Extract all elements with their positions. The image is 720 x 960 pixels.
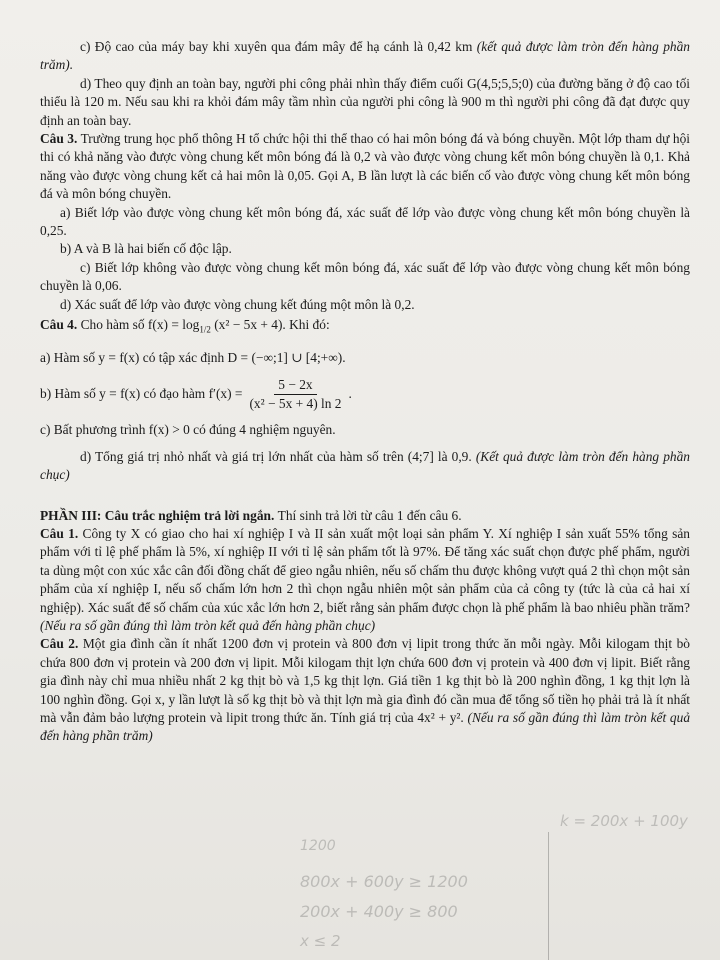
- q4-label: Câu 4.: [40, 317, 78, 333]
- pencil-note-1200: 1200: [300, 838, 336, 854]
- pencil-note-protein: 800x + 600y ≥ 1200: [300, 872, 468, 891]
- pencil-note-limit: x ≤ 2: [300, 932, 341, 950]
- q4-option-b: b) Hàm số y = f(x) có đạo hàm f′(x) = $\frac{5 - 2x}{\text{(x² − 5x + 4) ln 2}}$ .: [40, 376, 690, 414]
- part3-title: PHẦN III: Câu trắc nghiệm trả lời ngắn.: [40, 507, 275, 523]
- q2-option-d: d) Theo quy định an toàn bay, người phi công phải nhìn thấy điểm cuối G(4,5;5,5;0) của đường băng ở độ cao tối thiểu là 120 m. Nếu sau khi ra khỏi đám mây tầm nhìn của người phi công là 900 m thì người phi công đã đạt được quy định an toàn bay.: [40, 75, 690, 128]
- fraction-denominator: (x² − 5x + 4) ln 2: [249, 395, 342, 411]
- q2-option-c-note: (kết quả được làm tròn đến hàng phần trăm).: [40, 39, 690, 73]
- exam-content: [40, 38, 690, 746]
- pencil-note-objective: k = 200x + 100y: [560, 812, 688, 830]
- fraction-numerator: 5 − 2x: [274, 376, 316, 395]
- q4-option-d: d) Tổng giá trị nhỏ nhất và giá trị lớn nhất của hàm số trên (4;7] là 0,9. (Kết quả được làm tròn đến hàng phần chục): [40, 448, 691, 483]
- q3-option-a: a) Biết lớp vào được vòng chung kết môn bóng đá, xác suất để lớp vào được vòng chung kết môn bóng chuyền là 0,25.: [40, 204, 690, 239]
- p3-q1: Câu 1. Công ty X có giao cho hai xí nghiệp I và II sản xuất một loại sản phẩm Y. Xí nghiệp I sản xuất 55% tổng sản phẩm với tỉ lệ phế phẩm là 5%, xí nghiệp II với tỉ lệ sản phẩm tốt là 97%. Để tăng xác suất chọn được phế phẩm, người ta dùng một con xúc xắc cân đối đồng chất để gieo ngẫu nhiên, nếu số chấm thu được không vượt quá 2 thì chọn một sản phẩm của xí nghiệp I, nếu số chấm lớn hơn 2 thì chọn ngẫu nhiên một sản phẩm của cả công ty (tức là của cả hai xí nghiệp). Xác suất để số chấm của xúc xắc lớn hơn 2, biết rằng sản phẩm được chọn là phế phẩm là bao nhiêu phần trăm? (Nếu ra số gần đúng thì làm tròn kết quả đến hàng phần chục): [40, 526, 690, 634]
- q4-stem: Câu 4. Cho hàm số $f(x) = \log_{1/2} (x^2 - 5x + 4)$. Khi đó:: [40, 317, 330, 335]
- p3-q2-note: (Nếu ra số gần đúng thì làm tròn kết quả đến hàng phần trăm): [40, 710, 691, 744]
- q4-option-a: a) Hàm số y = f(x) có tập xác định D = (−∞;1] ∪ [4;+∞).: [40, 350, 346, 366]
- pencil-margin-line: [548, 832, 549, 960]
- part3-instruction: Thí sinh trả lời từ câu 1 đến câu 6.: [277, 507, 462, 523]
- p3-q2-label: Câu 2.: [40, 636, 79, 652]
- q2-option-c: c) Độ cao của máy bay khi xuyên qua đám mây để hạ cánh là 0,42 km (kết quả được làm tròn đến hàng phần trăm).: [40, 39, 690, 73]
- q3-stem: Câu 3. Trường trung học phổ thông H tổ chức hội thi thể thao có hai môn bóng đá và bóng chuyền. Một lớp tham dự hội thi có khả năng vào được vòng chung kết môn bóng đá là 0,2 và vào được vòng chung kết môn bóng chuyền là 0,1. Khả năng vào được vòng chung kết cả hai môn là 0,05. Gọi A, B lần lượt là các biến cố vào được vòng chung kết môn bóng đá và môn bóng chuyền.: [40, 131, 690, 202]
- p3-q1-label: Câu 1.: [40, 526, 79, 542]
- pencil-note-lipit: 200x + 400y ≥ 800: [300, 902, 458, 921]
- q3-option-c: c) Biết lớp không vào được vòng chung kết môn bóng đá, xác suất để lớp vào được vòng chung kết môn bóng chuyền là 0,06.: [40, 259, 690, 294]
- q4-log-base: 1/2: [199, 324, 211, 335]
- q4-option-c: c) Bất phương trình f(x) > 0 có đúng 4 nghiệm nguyên.: [40, 422, 336, 438]
- q3-label: Câu 3.: [40, 131, 78, 147]
- p3-q1-note: (Nếu ra số gần đúng thì làm tròn kết quả đến hàng phần chục): [40, 618, 376, 634]
- q4-derivative-fraction: [245, 376, 345, 414]
- q4-option-d-note: (Kết quả được làm tròn đến hàng phần chục): [40, 448, 691, 483]
- q3-option-d: d) Xác suất để lớp vào được vòng chung kết đúng một môn là 0,2.: [60, 296, 415, 312]
- p3-q2: Câu 2. Một gia đình cần ít nhất 1200 đơn vị protein và 800 đơn vị lipit trong thức ăn mỗi ngày. Mỗi kilogam thịt bò chứa 800 đơn vị protein và 200 đơn vị lipit. Mỗi kilogam thịt lợn chứa 600 đơn vị protein và 400 đơn vị lipit. Biết rằng gia đình này chỉ mua nhiều nhất 2 kg thịt bò và 1,5 kg thịt lợn. Giá tiền 1 kg thịt bò là 200 nghìn đồng, 1 kg thịt lợn là 100 nghìn đồng. Gọi x, y lần lượt là số kg thịt bò và thịt lợn mà gia đình đó cần mua để tổng số tiền họ phải trả là ít nhất mà vẫn đảm bảo lượng protein và lipit trong thức ăn. Tính giá trị của 4x² + y². (Nếu ra số gần đúng thì làm tròn kết quả đến hàng phần trăm): [40, 636, 691, 744]
- part3-heading: [40, 507, 690, 525]
- q3-option-b: b) A và B là hai biến cố độc lập.: [60, 241, 232, 257]
